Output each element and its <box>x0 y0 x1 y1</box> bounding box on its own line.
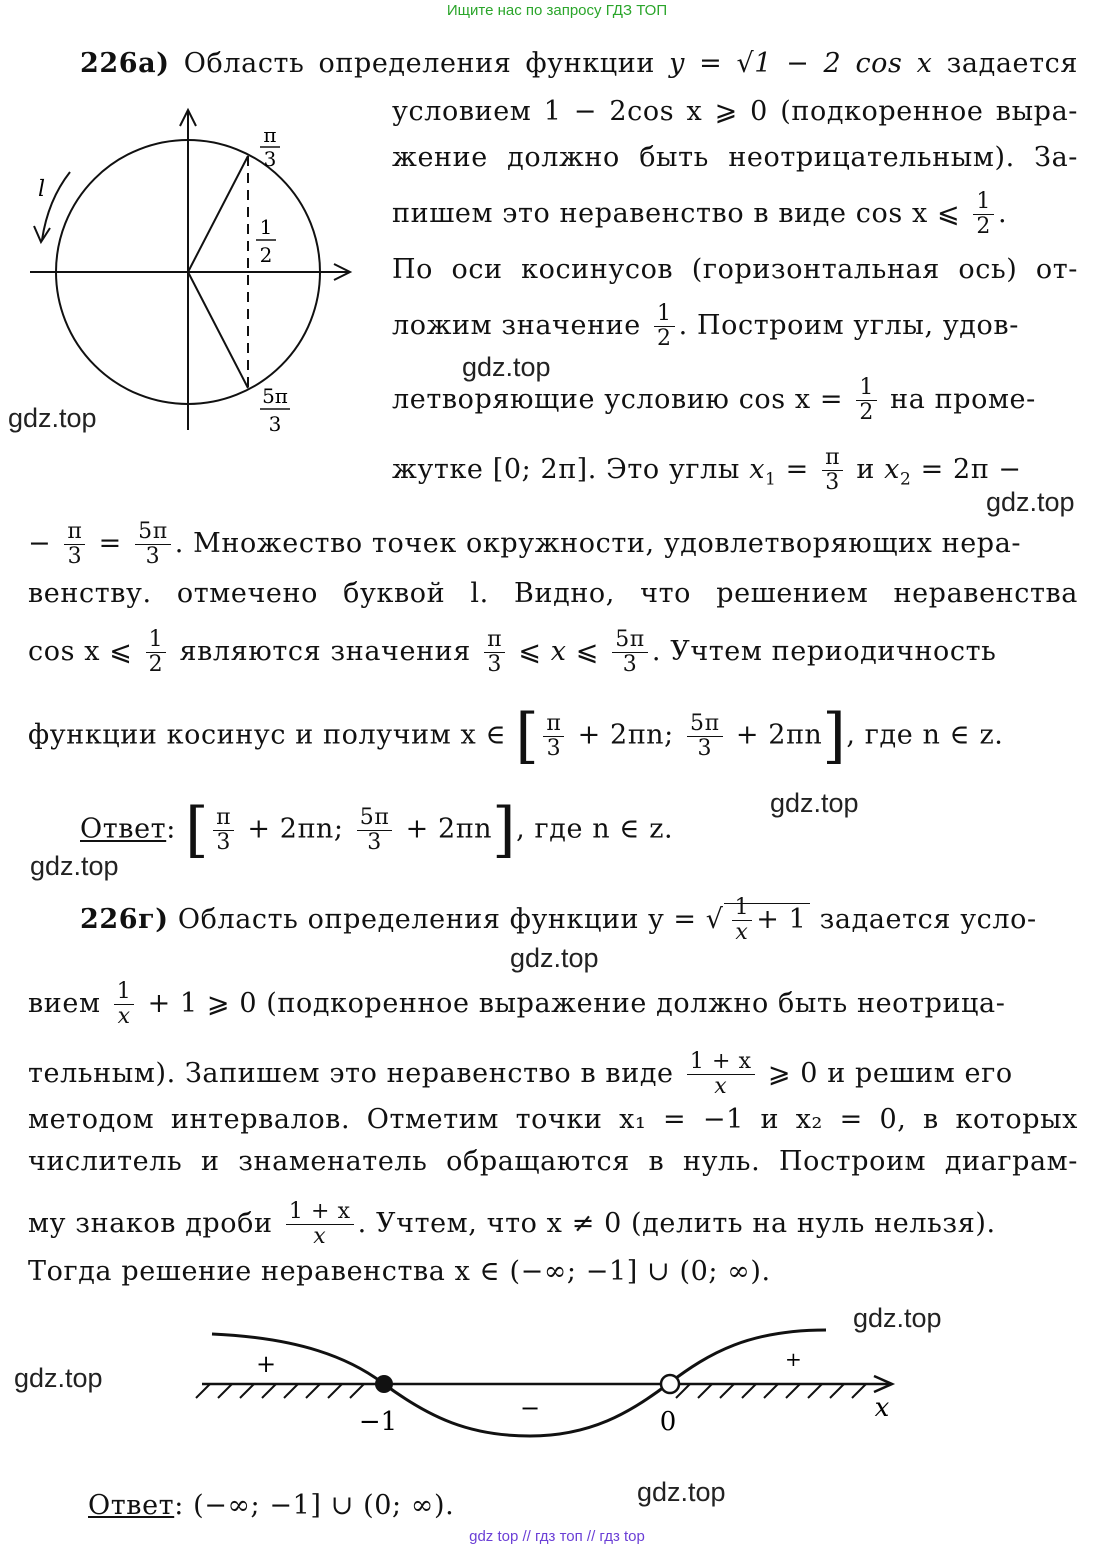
p226g-line-6: му знаков дроби $\frac{1 + x}{x}$ . Учтем, что x ≠ 0 (делить на нуль нельзя). <box>28 1199 996 1249</box>
label-top-den: 3 <box>263 147 277 171</box>
p226a-line-1: 226а) Область определения функции y = √1 − 2 cos x задается <box>80 48 1078 79</box>
p226a-line-12: функции косинус и получим x ∈ [ $\frac{\pi}{3}$ + 2πn; $\frac{5\pi}{3}$ + 2πn], где n ∈ z. <box>28 701 1004 771</box>
point-zero <box>661 1375 679 1393</box>
p226a-line-4: пишем это неравенство в виде cos x ⩽ $\frac{1}{2}$ . <box>392 189 1008 239</box>
unit-circle-diagram <box>20 100 370 440</box>
p226a-line-11: cos x ⩽ $\frac{1}{2}$ являются значения $\frac{\pi}{3}$ ⩽ x ⩽ $\frac{5\pi}{3}$ . Учтем периодичность <box>28 627 997 677</box>
watermark: gdz.top <box>853 1303 942 1333</box>
problem-label: 226а) <box>80 48 170 79</box>
p226g-line-5: числитель и знаменатель обращаются в нуль. Построим диаграм- <box>28 1146 1078 1177</box>
function-formula: y = √1 − 2 cos x <box>669 48 933 79</box>
sign-plus-right: + <box>785 1347 802 1371</box>
p226a-line-7: летворяющие условию cos x = $\frac{1}{2}$ на проме- <box>392 375 1036 425</box>
p226g-line-3: тельным). Запишем это неравенство в виде $\frac{1 + x}{x}$ ⩾ 0 и решим его <box>28 1049 1013 1099</box>
radius-5pi3 <box>188 272 248 388</box>
label-half-den: 2 <box>259 243 273 267</box>
watermark: gdz.top <box>8 403 97 433</box>
label-half-num: 1 <box>259 215 273 239</box>
p226a-line-2: условием 1 − 2cos x ⩾ 0 (подкоренное выра- <box>392 96 1078 127</box>
watermark: gdz.top <box>462 352 551 382</box>
top-banner[interactable]: Ищите нас по запросу ГДЗ ТОП <box>446 2 668 19</box>
p226a-line-5: По оси косинусов (горизонтальная ось) от- <box>392 254 1078 285</box>
p226g-line-1: 226г) Область определения функции y = √ $\frac{1}{x}$ + 1 задается усло- <box>80 895 1037 945</box>
watermark: gdz.top <box>770 788 859 818</box>
bottom-banner[interactable]: gdz top // гдз топ // гдз top <box>469 1528 645 1545</box>
p226g-line-2: вием $\frac{1}{x}$ + 1 ⩾ 0 (подкоренное выражение должно быть неотрица- <box>28 979 1006 1029</box>
point-minus-one <box>375 1375 393 1393</box>
sign-diagram <box>190 1318 910 1448</box>
arc-arrow-l <box>42 172 70 240</box>
p226a-line-10: венству. отмечено буквой l. Видно, что решением неравенства <box>28 578 1078 609</box>
axis-label-x: x <box>874 1393 890 1423</box>
label-top-num: π <box>263 123 277 147</box>
problem-label: 226г) <box>80 904 169 935</box>
sign-minus-mid: − <box>519 1394 541 1422</box>
label-zero: 0 <box>659 1407 677 1437</box>
p226a-answer: Ответ: [ $\frac{\pi}{3}$ + 2πn; $\frac{5\pi}{3}$ + 2πn], где n ∈ z. <box>80 795 674 865</box>
p226g-answer: Ответ: (−∞; −1] ∪ (0; ∞). <box>88 1490 455 1521</box>
watermark: gdz.top <box>510 943 599 973</box>
sign-plus-left: + <box>256 1350 277 1378</box>
label-l: l <box>38 177 46 202</box>
p226a-line-3: жение должно быть неотрицательным). За- <box>392 142 1078 173</box>
p226g-line-4: методом интервалов. Отметим точки x₁ = −1 и x₂ = 0, в которых <box>28 1104 1078 1135</box>
watermark: gdz.top <box>637 1477 726 1507</box>
label-bot-den: 3 <box>268 412 282 436</box>
label-minus-one: −1 <box>358 1407 398 1437</box>
p226g-line-7: Тогда решение неравенства x ∈ (−∞; −1] ∪ (0; ∞). <box>28 1256 771 1287</box>
watermark: gdz.top <box>14 1363 103 1393</box>
watermark: gdz.top <box>30 851 119 881</box>
label-bot-num: 5π <box>262 384 288 408</box>
watermark: gdz.top <box>986 487 1075 517</box>
radius-pi3 <box>188 156 248 272</box>
p226a-line-9: − $\frac{\pi}{3}$ = $\frac{5\pi}{3}$ . Множество точек окружности, удовлетворяющих нера- <box>28 519 1022 569</box>
p226a-line-6: ложим значение $\frac{1}{2}$ . Построим углы, удов- <box>392 301 1019 351</box>
p226a-line-8: жутке [0; 2π]. Это углы $x_1$ = $\frac{\pi}{3}$ и $x_2 = 2\pi$ − <box>392 445 1022 495</box>
